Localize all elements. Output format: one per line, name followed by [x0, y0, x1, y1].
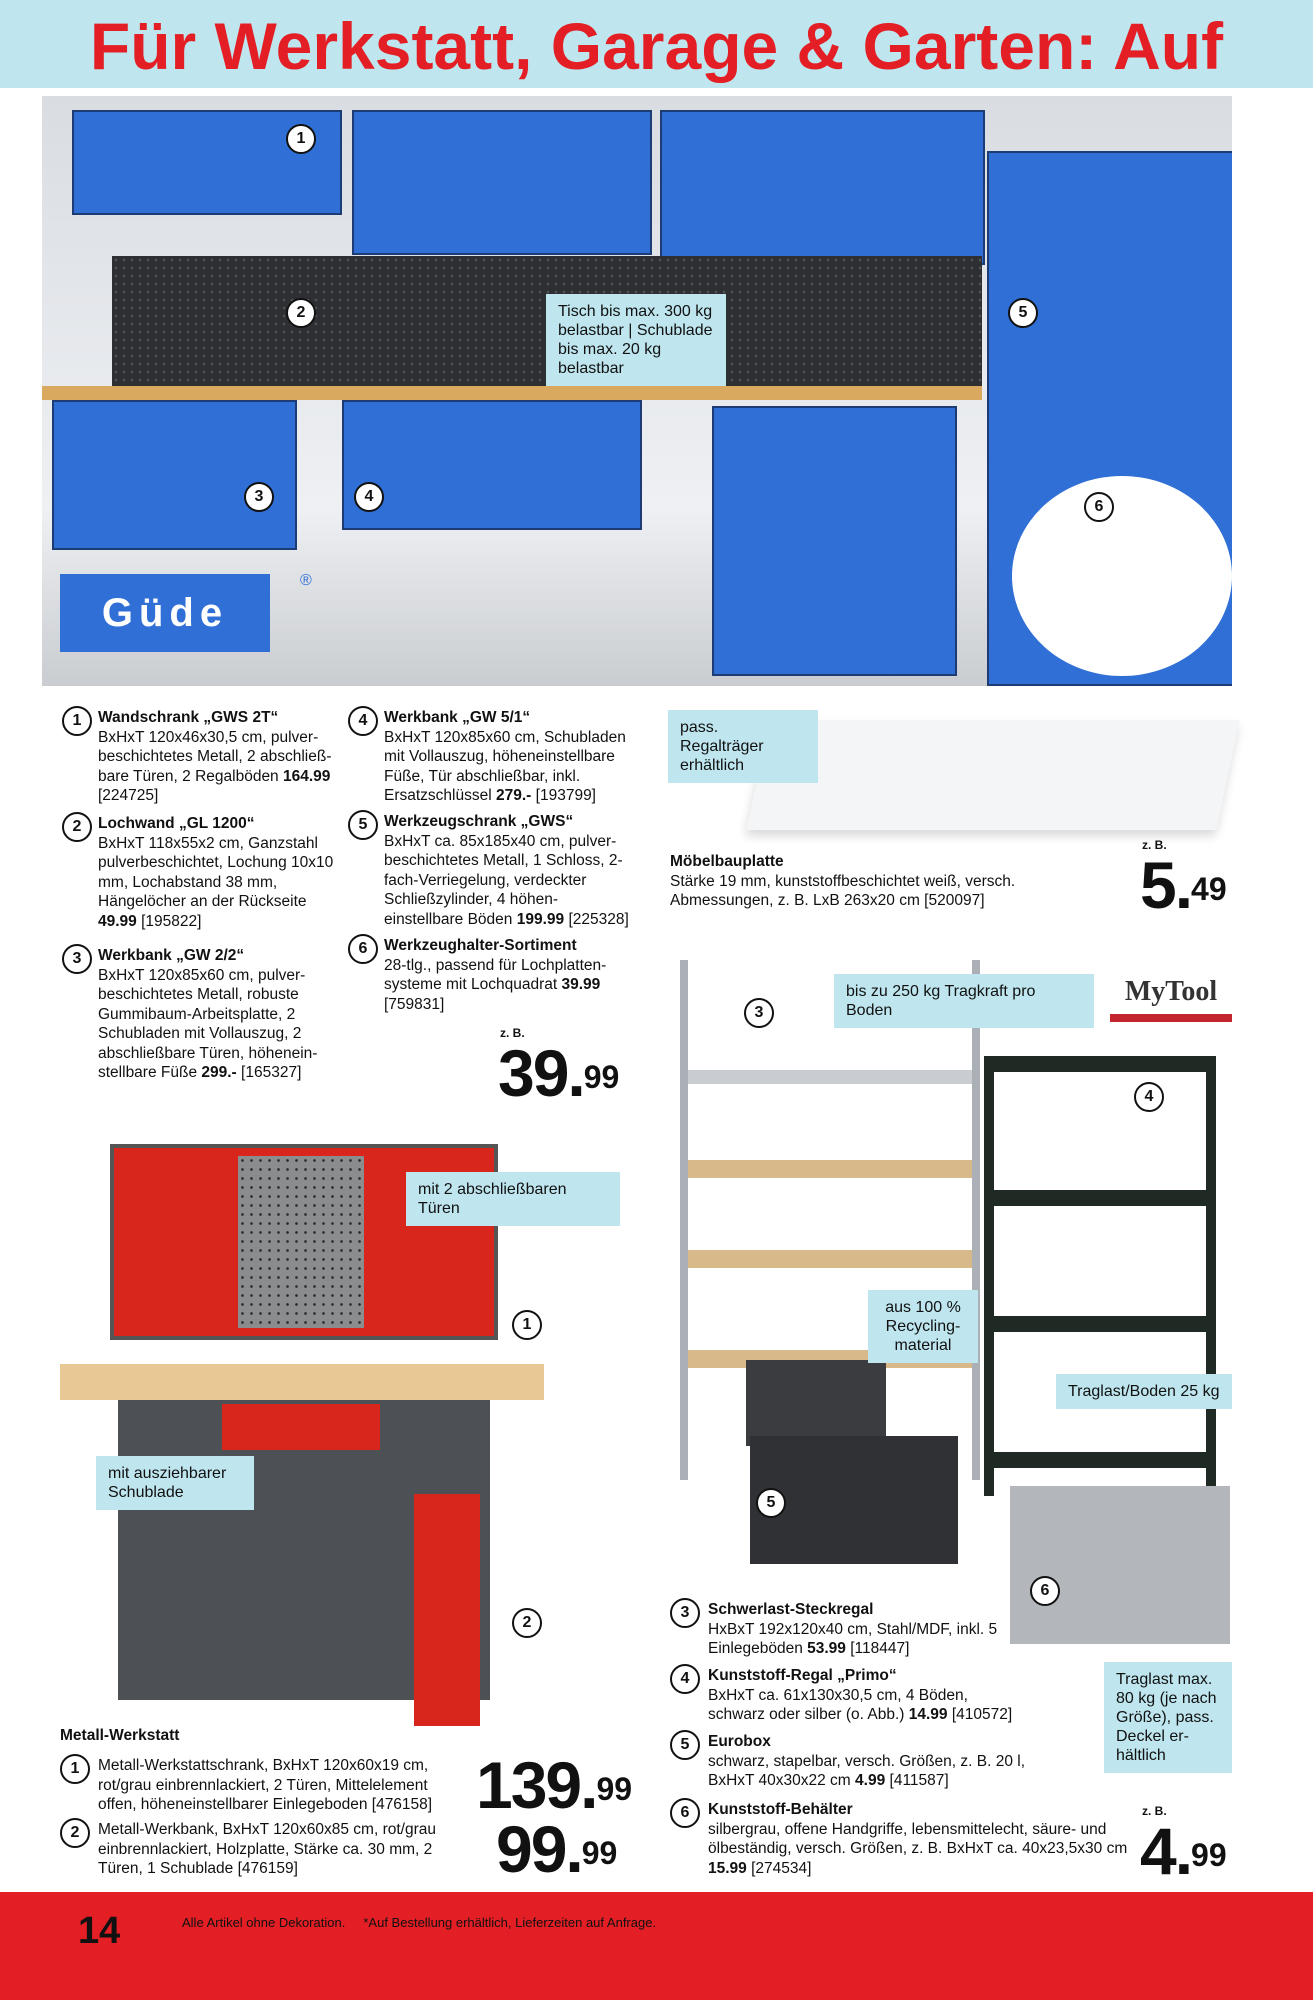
- werkstatt-price-2: [496, 1812, 618, 1886]
- moebel-callout: pass. Regalträger erhältlich: [668, 710, 818, 783]
- storage-price-cents: 99: [1191, 1837, 1227, 1873]
- hero-marker-3: 3: [244, 482, 274, 512]
- wall-cabinet-mid: [352, 110, 652, 255]
- product-6-price: 39.99: [561, 976, 601, 993]
- storage-item-6-price: 15.99: [708, 1859, 747, 1877]
- storage-marker-4: 4: [1134, 1082, 1164, 1112]
- product-5-title: Werkzeugschrank „GWS“: [384, 813, 574, 830]
- moebel-zb: z. B.: [1142, 838, 1167, 852]
- product-4-text: BxHxT 120x85x60 cm, Schubladen mit Vollauszug, höheneinstellbare Füße, Tür abschließbar, inkl. Ersatzschlüssel: [384, 728, 626, 804]
- storage-item-6: [708, 1800, 1128, 1878]
- product-num-2: 2: [62, 812, 92, 842]
- storage-item-4-text: BxHxT ca. 61x130x30,5 cm, 4 Böden, schwarz oder silber (o. Abb.): [708, 1686, 968, 1723]
- product-3-text: BxHxT 120x85x60 cm, pulverbeschichtetes Metall, robuste Gummibaum-Arbeitsplatte, 2 Schubladen mit Vollauszug, 2 abschließbare Türen, höheneinstellbare Füße: [98, 966, 318, 1081]
- product-1: [98, 708, 338, 806]
- moebel-desc: [670, 852, 1110, 911]
- footer-note: Alle Artikel ohne Dekoration. *Auf Bestellung erhältlich, Lieferzeiten auf Anfrage.: [182, 1915, 657, 1930]
- hero-marker-2: 2: [286, 298, 316, 328]
- storage-item-5-title: Eurobox: [708, 1733, 771, 1750]
- storage-item-3-text: HxBxT 192x120x40 cm, Stahl/MDF, inkl. 5 Einlegeböden: [708, 1620, 998, 1657]
- werkstatt-heading-text: Metall-Werkstatt: [60, 1727, 180, 1744]
- werkstatt-price-2-main: 99.: [496, 1812, 582, 1886]
- werkstatt-price-1-main: 139.: [476, 1748, 597, 1822]
- header-banner: [0, 0, 1313, 88]
- bench-top: [60, 1364, 544, 1400]
- plastic-shelf-board-1: [994, 1056, 1206, 1072]
- werkstatt-num-2: 2: [60, 1818, 90, 1848]
- product-1-text: BxHxT 120x46x30,5 cm, pulverbeschichtetes Metall, 2 abschließbare Türen, 2 Regalböden: [98, 728, 332, 785]
- storage-marker-6: 6: [1030, 1576, 1060, 1606]
- product-num-6: 6: [348, 934, 378, 964]
- storage-item-4-price: 14.99: [908, 1706, 948, 1723]
- product-4-code: [193799]: [535, 787, 596, 804]
- bench-drawer: [222, 1404, 380, 1450]
- callout-load: bis zu 250 kg Tragkraft pro Boden: [834, 974, 1094, 1028]
- product-1-price: 164.99: [283, 767, 331, 785]
- storage-item-3-code: [118447]: [850, 1640, 910, 1657]
- storage-item-3-title: Schwerlast-Steckregal: [708, 1601, 874, 1618]
- product-4-price: 279.-: [496, 787, 532, 804]
- storage-num-4: 4: [670, 1664, 700, 1694]
- tool-holder-circle: [1012, 476, 1232, 676]
- product-5: [384, 812, 629, 929]
- footer-bar: [0, 1892, 1313, 2000]
- plastic-shelf-board-3: [994, 1316, 1206, 1332]
- storage-num-5: 5: [670, 1730, 700, 1760]
- product-3-price: 299.-: [201, 1064, 237, 1081]
- storage-item-4-title: Kunststoff-Regal „Primo“: [708, 1667, 897, 1684]
- storage-item-6-text: silbergrau, offene Handgriffe, lebensmittelecht, säure- und ölbeständig, versch. Größen, z. B. BxHxT ca. 40x23,5x30 cm: [708, 1820, 1128, 1857]
- product-1-title: Wandschrank „GWS 2T“: [98, 709, 279, 726]
- product-num-4: 4: [348, 706, 378, 736]
- hero-marker-4: 4: [354, 482, 384, 512]
- werkstatt-item-1: Metall-Werkstattschrank, BxHxT 120x60x19 cm, rot/grau einbrennlackiert, 2 Türen, Mittelelement offen, höheneinstellbarer Einlegeboden [476158]: [98, 1757, 433, 1813]
- werkstatt-item-2: Metall-Werkbank, BxHxT 120x60x85 cm, rot/grau einbrennlackiert, Holzplatte, Stärke ca. 30 mm, 2 Türen, 1 Schublade [476159]: [98, 1821, 436, 1877]
- moebel-price-main: 5.: [1140, 848, 1192, 922]
- callout-recycling: aus 100 % Recyclingmaterial: [868, 1290, 978, 1363]
- guede-big-price: [498, 1036, 620, 1110]
- storage-price-main: 4.: [1140, 1814, 1192, 1888]
- shelf-board-3: [688, 1250, 972, 1268]
- product-4: [384, 708, 629, 806]
- shelf-board-2: [688, 1160, 972, 1178]
- storage-item-5: [708, 1732, 1038, 1791]
- workbench-left: [52, 400, 297, 550]
- storage-item-6-code: [274534]: [751, 1859, 812, 1877]
- product-2-text: BxHxT 118x55x2 cm, Ganzstahl pulverbeschichtet, Lochung 10x10 mm, Lochabstand 38 mm, Hängelöcher an der Rückseite: [98, 834, 334, 910]
- hero-marker-6: 6: [1084, 492, 1114, 522]
- storage-zb: z. B.: [1142, 1804, 1167, 1818]
- worktop: [42, 386, 982, 400]
- moebel-text: Stärke 19 mm, kunststoffbeschichtet weiß, versch. Abmessungen, z. B. LxB 263x20 cm [520097]: [670, 872, 1016, 909]
- mytool-logo: MyTool: [1110, 974, 1232, 1022]
- product-1-code: [224725]: [98, 787, 159, 804]
- product-num-5: 5: [348, 810, 378, 840]
- product-num-3: 3: [62, 944, 92, 974]
- board-image: [746, 720, 1239, 830]
- storage-item-5-price: 4.99: [855, 1772, 886, 1789]
- storage-marker-3: 3: [744, 998, 774, 1028]
- cabinet-pegboard: [238, 1156, 364, 1328]
- eurobox-top: [746, 1360, 886, 1446]
- storage-item-3-price: 53.99: [807, 1640, 846, 1657]
- drawer-cart: [712, 406, 957, 676]
- storage-item-3: [708, 1600, 1008, 1659]
- moebel-price-cents: 49: [1191, 871, 1227, 907]
- storage-marker-5: 5: [756, 1488, 786, 1518]
- moebel-title: Möbelbauplatte: [670, 853, 784, 870]
- wall-cabinet-right: [660, 110, 985, 265]
- storage-item-4: [708, 1666, 1018, 1725]
- bench-door-open: [414, 1494, 480, 1726]
- product-5-code: [225328]: [568, 910, 629, 928]
- product-6-text: 28-tlg., passend für Lochplattensysteme mit Lochquadrat: [384, 956, 607, 993]
- moebel-price: [1140, 848, 1227, 922]
- plastic-shelf-board-2: [994, 1190, 1206, 1206]
- product-3: [98, 946, 338, 1083]
- guede-zb: z. B.: [500, 1026, 525, 1040]
- callout-doors: mit 2 abschließbaren Türen: [406, 1172, 620, 1226]
- hero-marker-1: 1: [286, 124, 316, 154]
- product-3-code: [165327]: [241, 1064, 302, 1081]
- plastic-shelf-board-4: [994, 1452, 1206, 1468]
- plastic-shelf: [984, 1056, 1216, 1496]
- product-4-title: Werkbank „GW 5/1“: [384, 709, 531, 726]
- product-5-price: 199.99: [516, 910, 565, 928]
- brand-name: Güde: [101, 591, 229, 635]
- werkstatt-num-1: 1: [60, 1754, 90, 1784]
- werkstatt-price-1-cents: 99: [596, 1771, 633, 1807]
- product-6: [384, 936, 629, 1014]
- callout-box: Traglast max. 80 kg (je nach Größe), pass. Deckel erhältlich: [1104, 1662, 1232, 1773]
- product-2-title: Lochwand „GL 1200“: [98, 815, 255, 832]
- storage-num-3: 3: [670, 1598, 700, 1628]
- page-title: Für Werkstatt, Garage & Garten: Auf: [89, 9, 1224, 83]
- callout-traglast: Traglast/Boden 25 kg: [1056, 1374, 1232, 1409]
- product-2: [98, 814, 338, 931]
- storage-item-5-code: [411587]: [889, 1772, 949, 1789]
- werkstatt-price-1: [476, 1748, 633, 1822]
- storage-item-5-text: schwarz, stapelbar, versch. Größen, z. B. 20 l, BxHxT 40x30x22 cm: [708, 1752, 1026, 1789]
- hero-marker-5: 5: [1008, 298, 1038, 328]
- werkstatt-marker-1: 1: [512, 1310, 542, 1340]
- registered-mark: ®: [300, 572, 312, 589]
- page-number: 14: [78, 1910, 121, 1952]
- workbench-mid: [342, 400, 642, 530]
- product-3-title: Werkbank „GW 2/2“: [98, 947, 245, 964]
- product-num-1: 1: [62, 706, 92, 736]
- storage-item-6-title: Kunststoff-Behälter: [708, 1801, 853, 1818]
- guede-logo: [60, 574, 270, 652]
- product-2-code: [195822]: [141, 912, 202, 930]
- storage-container: [1010, 1486, 1230, 1644]
- hero-workshop-image: [42, 96, 1232, 686]
- product-6-title: Werkzeughalter-Sortiment: [384, 937, 577, 954]
- callout-drawer: mit ausziehbarer Schublade: [96, 1456, 254, 1510]
- guede-price-cents: 99: [583, 1059, 620, 1095]
- storage-price: [1140, 1814, 1227, 1888]
- product-6-code: [759831]: [384, 995, 445, 1013]
- werkstatt-marker-2: 2: [512, 1608, 542, 1638]
- guede-price-main: 39.: [498, 1036, 584, 1110]
- storage-item-4-code: [410572]: [951, 1706, 1013, 1723]
- storage-num-6: 6: [670, 1798, 700, 1828]
- werkstatt-price-2-cents: 99: [581, 1835, 618, 1871]
- product-2-price: 49.99: [98, 912, 137, 930]
- hero-callout: Tisch bis max. 300 kg belastbar | Schublade bis max. 20 kg belastbar: [546, 294, 726, 386]
- werkstatt-heading: [60, 1726, 179, 1746]
- product-5-text: BxHxT ca. 85x185x40 cm, pulverbeschichtetes Metall, 1 Schloss, 2-fach-Verriegelung, verdeckter Schließzylinder, 4 höheneinstellbare Böden: [384, 832, 623, 928]
- shelf-board-1: [688, 1070, 972, 1084]
